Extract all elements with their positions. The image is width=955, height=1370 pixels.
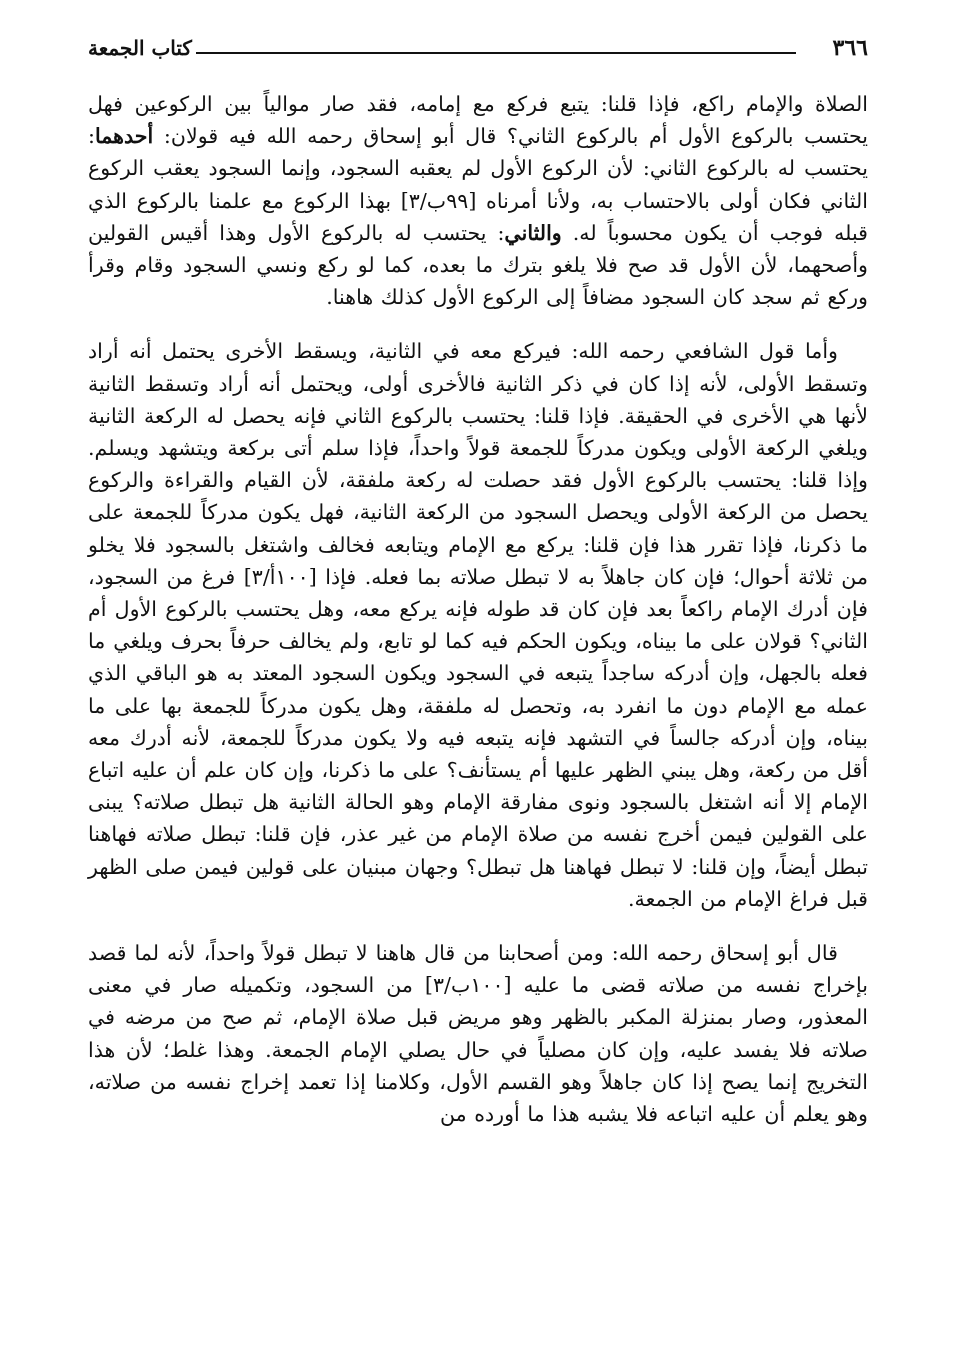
page-number: ٣٦٦ (832, 35, 868, 61)
book-title: كتاب الجمعة (88, 36, 192, 60)
page-header (88, 28, 868, 68)
paragraph-1-part-1: الصلاة والإمام راكع، فإذا قلنا: يتبع فركع مع إمامه، فقد صار موالياً بين الركوعين فهل يحتسب بالركوع الأول أم بالركوع الثاني؟ قال أبو إسحاق رحمه الله فيه قولان: (88, 92, 868, 149)
paragraph-3: قال أبو إسحاق رحمه الله: ومن أصحابنا من قال هاهنا لا تبطل قولاً واحداً، لأنه لما قصد بإخراج نفسه من صلاته قضى ما عليه [١٠٠ب/٣] من السجود، وتكميله صار في معنى المعذور، وصار بمنزلة المكبر بالظهر وهو مريض قبل صلاة الإمام، ثم صح من مرضه في صلاته فلا يفسد عليه، وإن كان مصلياً في حال يصلي الإمام الجمعة. وهذا غلط؛ لأن هذا التخريج إنما يصح إذا كان جاهلاً وهو القسم الأول، وكلامنا إذا تعمد إخراج نفسه من صلاته، وهو يعلم أن عليه اتباعه فلا يشبه هذا ما أورده من (88, 941, 868, 1127)
paragraph-1-part-2: : يحتسب له بالركوع الثاني: لأن الركوع الأول لم يعقبه السجود، وإنما السجود يعقب الركوع الثاني فكان أولى بالاحتساب به، ولأنا أمرناه [٩٩ب/٣] بهذا الركوع مع علمنا بالركوع الذي قبله فوجب أن يكون محسوباً له. (88, 124, 869, 245)
paragraph-2: وأما قول الشافعي رحمه الله: فيركع معه في الثانية، ويسقط الأخرى يحتمل أنه أراد وتسقط الأولى، لأنه إذا كان في ذكر الثانية فالأخرى أولى، ويحتمل أنه أراد وتسقط الثانية لأنها هي الأخرى في الحقيقة. فإذا قلنا: يحتسب بالركوع الثاني فإنه يحصل له الركعة الثانية ويلغي الركعة الأولى ويكون مدركاً للجمعة قولاً واحداً، فإذا سلم أتى بركعة ويتشهد ويسلم. وإذا قلنا: يحتسب بالركوع الأول فقد حصلت له ركعة ملفقة، لأن القيام والقراءة والركوع يحصل من الركعة الأولى ويحصل السجود من الركعة الثانية، فهل يكون مدركاً للجمعة على ما ذكرنا، فإذا تقرر هذا فإن قلنا: يركع مع الإمام ويتابعه فخالف واشتغل بالسجود فلا يخلو من ثلاثة أحوال؛ فإن كان جاهلاً به لا تبطل صلاته بما فعله. فإذا [١٠٠أ/٣] فرغ من السجود، فإن أدرك الإمام راكعاً بعد فإن كان قد طوله فإنه يركع معه، وهل يحتسب بالركوع الأول أم الثاني؟ قولان على ما بيناه، ويكون الحكم فيه كما لو تابع، ولم يخالف حرفاً بحرف ويلغي ما فعله بالجهل، وإن أدركه ساجداً يتبعه في السجود ويكون السجود المعتد به هو الباقي الذي عمله مع الإمام دون ما انفرد به، وتحصل له ملفقة، وهل يكون مدركاً للجمعة بها على ما بيناه، وإن أدركه جالساً في التشهد فإنه يتبعه فيه ولا يكون مدركاً للجمعة، لأنه أدرك معه أقل من ركعة، وهل يبني الظهر عليها أم يستأنف؟ على ما ذكرنا، وإن كان علم أن عليه اتباع الإمام إلا أنه اشتغل بالسجود ونوى مفارقة الإمام وهو الحالة الثانية هل تبطل صلاته؟ يبنى على القولين فيمن أخرج نفسه من صلاة الإمام من غير عذر، فإن قلنا: تبطل صلاته فهاهنا تبطل أيضاً، وإن قلنا: لا تبطل فهاهنا هل تبطل؟ وجهان مبنيان على قولين فيمن صلى الظهر قبل فراغ الإمام من الجمعة. (88, 339, 868, 911)
term-first-opinion: أحدهما (94, 124, 154, 149)
body-text (88, 88, 868, 1130)
book-page (88, 28, 868, 1130)
term-second-opinion: والثاني (504, 220, 562, 245)
paragraph-1 (88, 88, 868, 313)
header-rule (196, 52, 796, 54)
paragraph-1-part-3: : يحتسب له بالركوع الأول وهذا أقيس القولين وأصحهما، لأن الأول قد صح فلا يلغو بترك ما بعده، كما لو ركع ونسي السجود وقام وقرأ وركع ثم سجد كان السجود مضافاً إلى الركوع الأول كذلك هاهنا. (88, 220, 868, 310)
